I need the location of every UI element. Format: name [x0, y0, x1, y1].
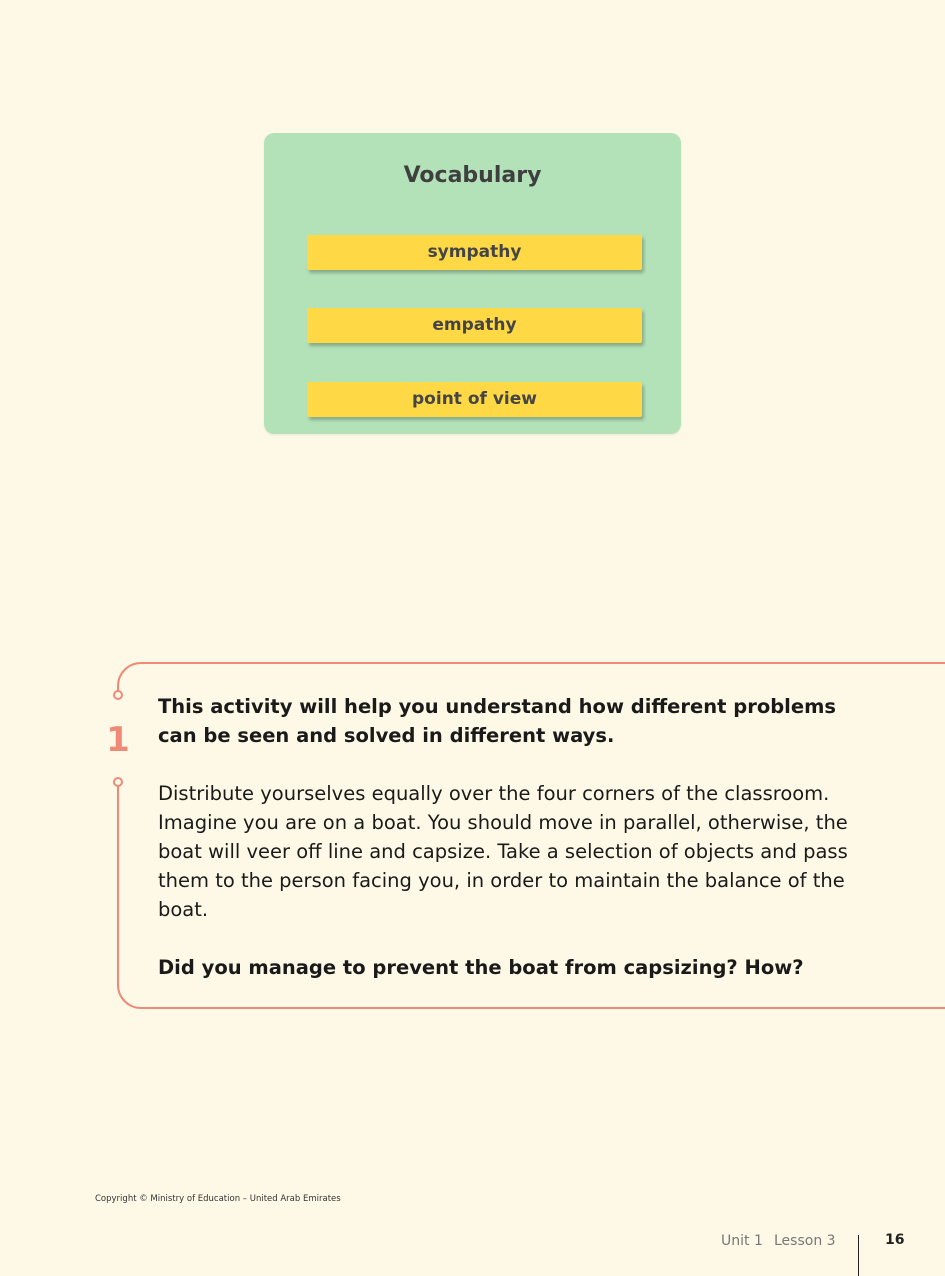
vocabulary-term-empathy: empathy	[307, 308, 642, 343]
page-number: 16	[885, 1232, 905, 1248]
footer-unit: Unit 1	[721, 1233, 763, 1249]
frame-dot-bottom-icon	[113, 777, 123, 787]
activity-content	[158, 692, 858, 1011]
footer-lesson: Lesson 3	[774, 1233, 836, 1249]
footer-divider	[858, 1235, 859, 1276]
activity-instructions: Distribute yourselves equally over the four corners of the classroom. Imagine you are on a boat. You should move in parallel, otherwise, the boat will veer off line and capsize. Take a selection of objects and pass them to the person facing you, in order to maintain the balance of the boat.	[158, 782, 848, 921]
activity-question: Did you manage to prevent the boat from capsizing? How?	[158, 956, 804, 979]
frame-dot-top-icon	[113, 690, 123, 700]
vocabulary-box	[264, 133, 681, 434]
activity-intro: This activity will help you understand how different problems can be seen and solved in different ways.	[158, 695, 837, 747]
copyright-notice: Copyright © Ministry of Education – United Arab Emirates	[95, 1194, 341, 1204]
vocabulary-term-sympathy: sympathy	[307, 235, 642, 270]
activity-number: 1	[106, 720, 130, 760]
vocabulary-title: Vocabulary	[403, 163, 542, 188]
vocabulary-term-point-of-view: point of view	[307, 382, 642, 417]
